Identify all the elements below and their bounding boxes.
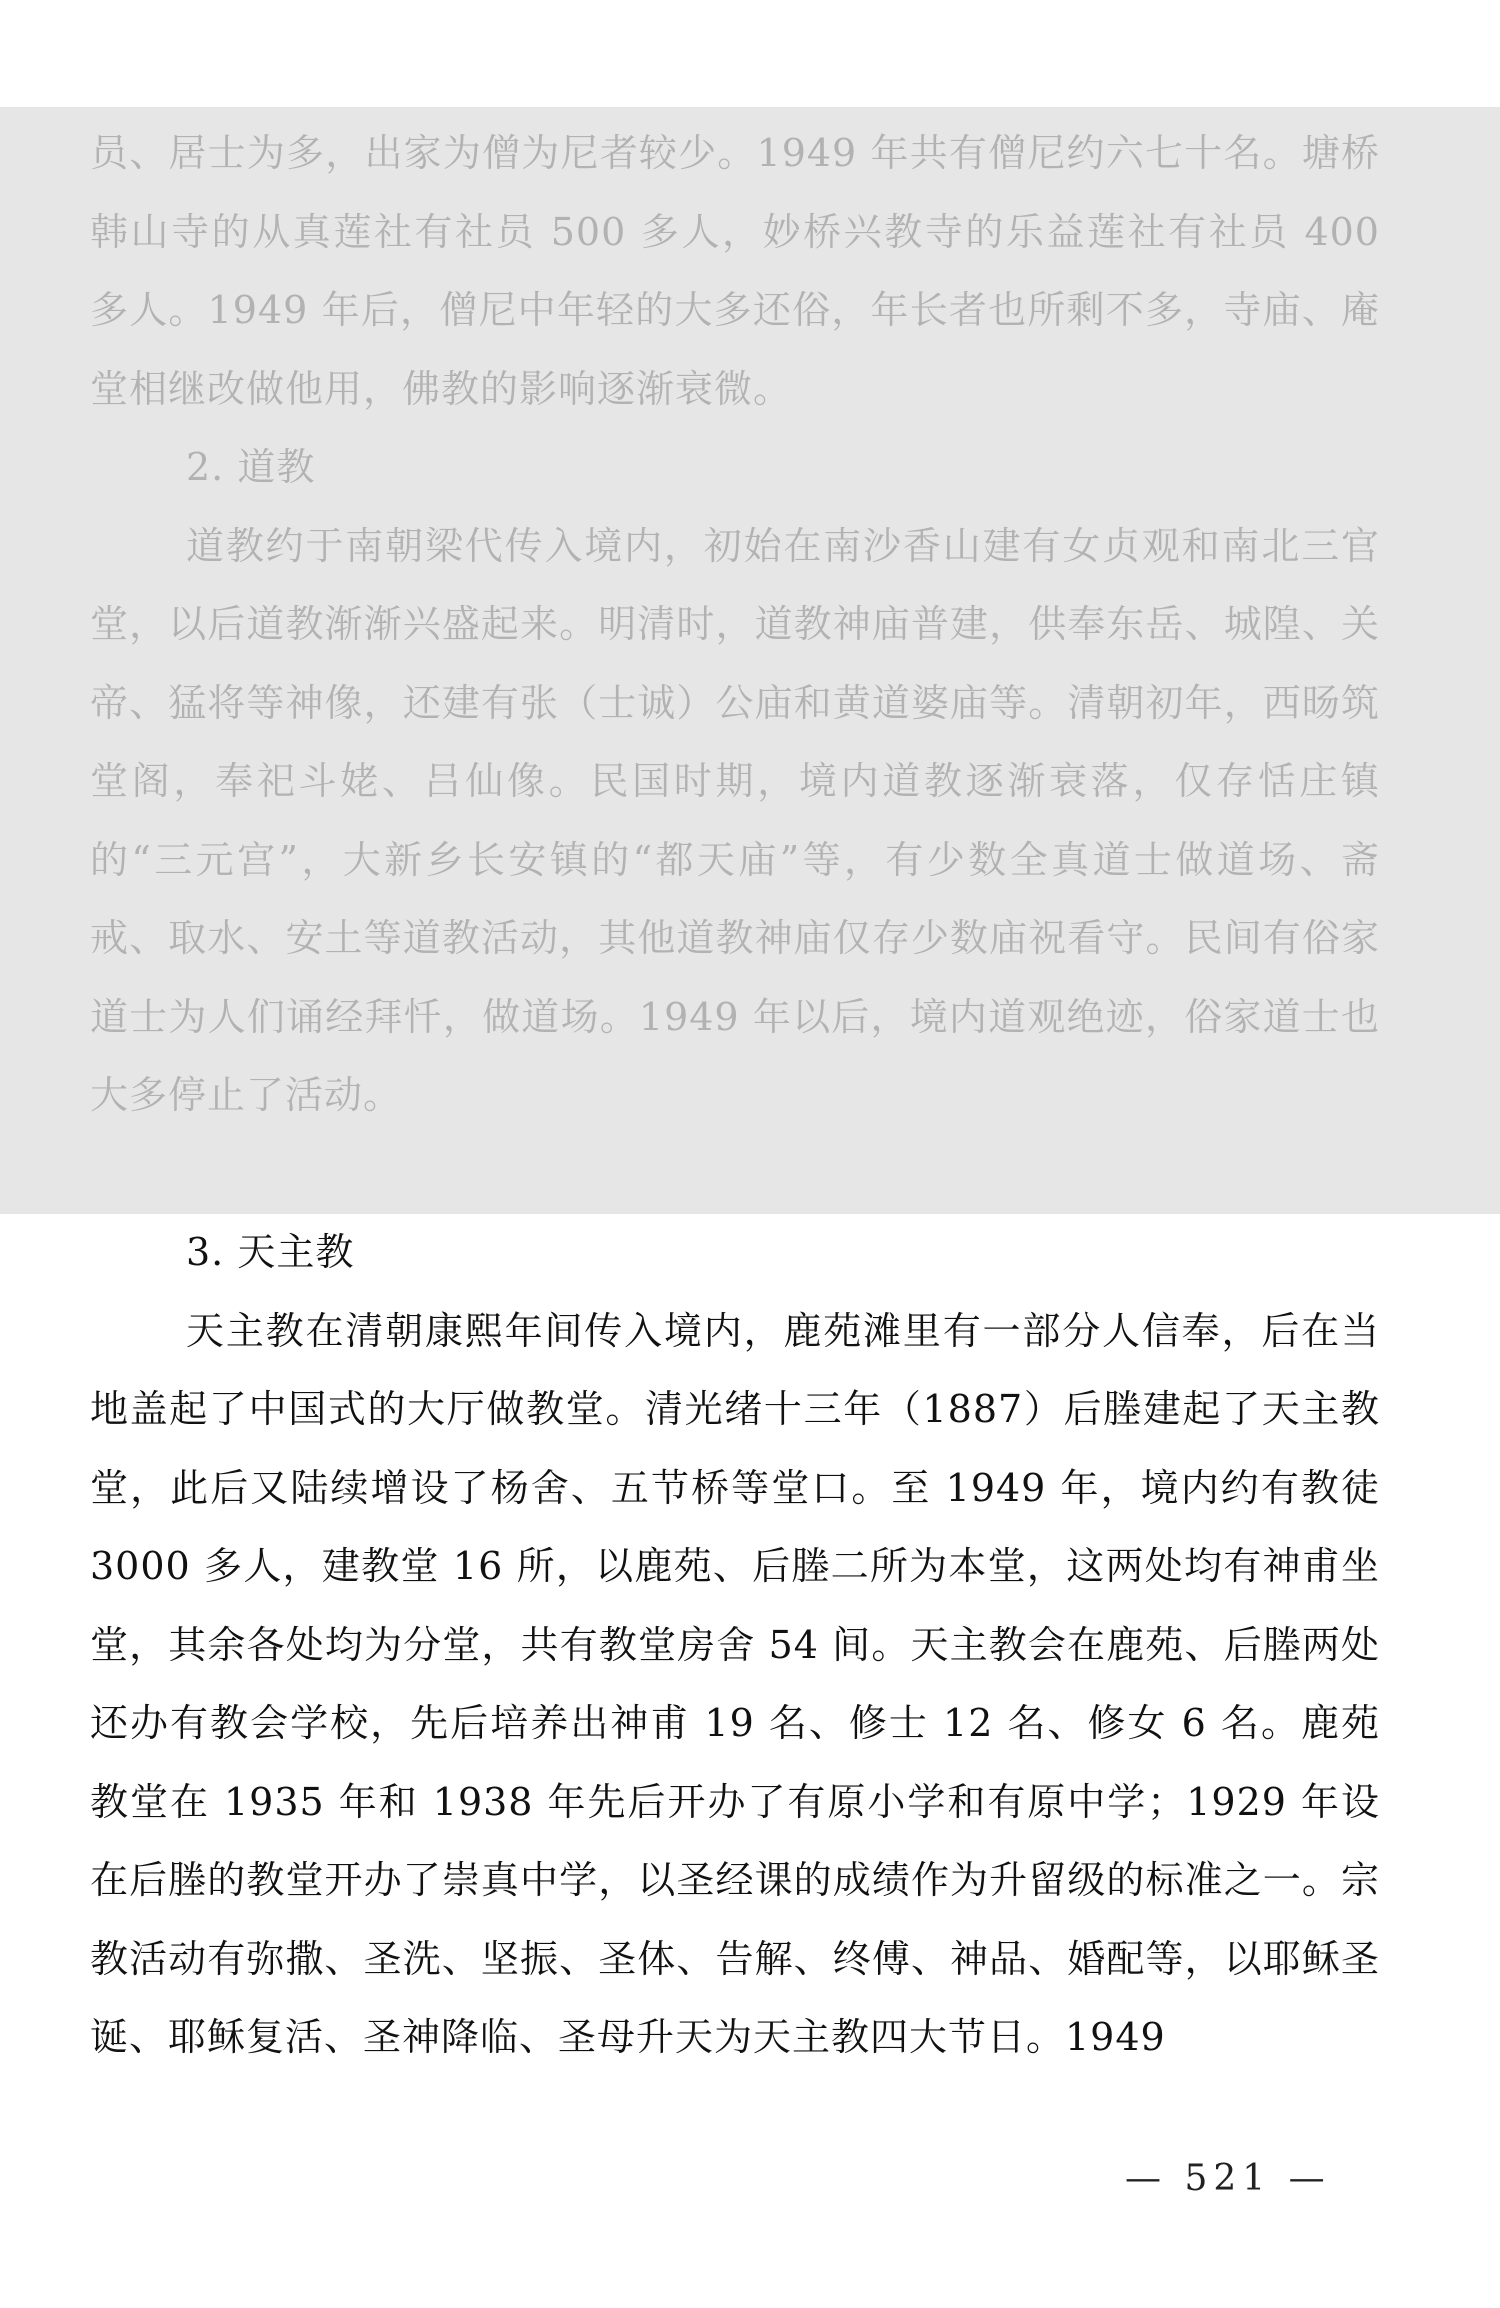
catholicism-heading: 3. 天主教 — [186, 1230, 355, 1274]
faded-text-block — [90, 114, 1380, 1135]
page-number: — 521 — — [1125, 2158, 1331, 2199]
taoism-paragraph: 道教约于南朝梁代传入境内，初始在南沙香山建有女贞观和南北三官堂，以后道教渐渐兴盛起来。明清时，道教神庙普建，供奉东岳、城隍、关帝、猛将等神像，还建有张（士诚）公庙和黄道婆庙等。清朝初年，西旸筑堂阁，奉祀斗姥、吕仙像。民国时期，境内道教逐渐衰落，仅存恬庄镇的“三元宫”，大新乡长安镇的“都天庙”等，有少数全真道士做道场、斋戒、取水、安土等道教活动，其他道教神庙仅存少数庙祝看守。民间有俗家道士为人们诵经拜忏，做道场。1949 年以后，境内道观绝迹，俗家道士也大多停止了活动。 — [90, 523, 1380, 1117]
buddhism-paragraph-tail: 员、居士为多，出家为僧为尼者较少。1949 年共有僧尼约六七十名。塘桥韩山寺的从真莲社有社员 500 多人，妙桥兴教寺的乐益莲社有社员 400 多人。1949 年后，僧尼中年轻的大多还俗，年长者也所剩不多，寺庙、庵堂相继改做他用，佛教的影响逐渐衰微。 — [90, 131, 1380, 411]
main-text-block — [90, 1213, 1380, 2077]
catholicism-paragraph: 天主教在清朝康熙年间传入境内，鹿苑滩里有一部分人信奉，后在当地盖起了中国式的大厅做教堂。清光绪十三年（1887）后塍建起了天主教堂，此后又陆续增设了杨舍、五节桥等堂口。至 1949 年，境内约有教徒 3000 多人，建教堂 16 所，以鹿苑、后塍二所为本堂，这两处均有神甫坐堂，其余各处均为分堂，共有教堂房舍 54 间。天主教会在鹿苑、后塍两处还办有教会学校，先后培养出神甫 19 名、修士 12 名、修女 6 名。鹿苑教堂在 1935 年和 1938 年先后开办了有原小学和有原中学；1929 年设在后塍的教堂开办了崇真中学，以圣经课的成绩作为升留级的标准之一。宗教活动有弥撒、圣洗、坚振、圣体、告解、终傅、神品、婚配等，以耶稣圣诞、耶稣复活、圣神降临、圣母升天为天主教四大节日。1949 — [90, 1308, 1380, 2059]
taoism-heading: 2. 道教 — [186, 445, 316, 489]
